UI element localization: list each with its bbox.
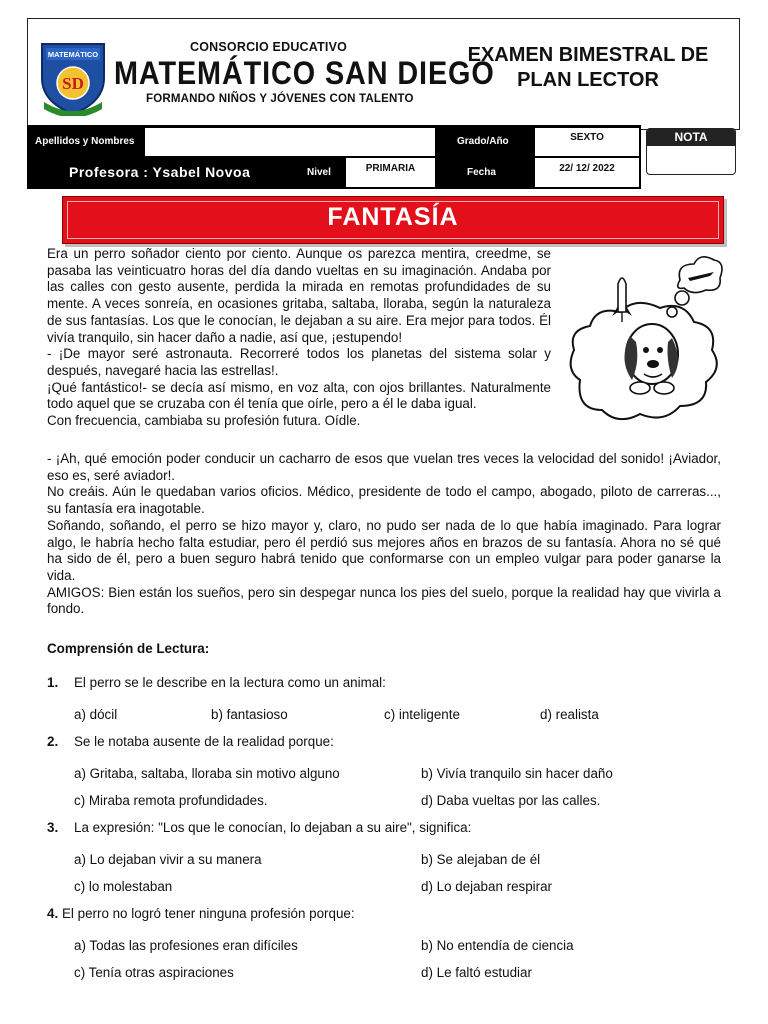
exam-title — [440, 43, 736, 93]
apellidos-field[interactable] — [145, 128, 435, 156]
grado-field[interactable]: SEXTO — [535, 128, 639, 156]
nivel-label: Nivel — [307, 166, 331, 178]
story-text-top — [47, 246, 551, 430]
fecha-label: Fecha — [467, 166, 496, 178]
story-paragraph: No creáis. Aún le quedaban varios oficios. Médico, presidente de todo el campo, abogado, piloto de carreras..., su fantasía era inagotable. — [47, 484, 721, 517]
answer-option[interactable]: b) fantasioso — [211, 707, 288, 722]
exam-title-line2: PLAN LECTOR — [517, 69, 659, 91]
story-text-bottom — [47, 451, 721, 618]
school-name: MATEMÁTICO SAN DIEGO — [114, 55, 495, 91]
question-text: La expresión: "Los que le conocían, lo dejaban a su aire", significa: — [74, 820, 472, 835]
answer-option[interactable]: d) Lo dejaban respirar — [421, 879, 553, 894]
answer-option[interactable]: d) Le faltó estudiar — [421, 965, 532, 980]
answer-option[interactable]: c) lo molestaban — [74, 879, 173, 894]
question-text: Se le notaba ausente de la realidad porque: — [74, 734, 334, 749]
story-paragraph: ¡Qué fantástico!- se decía así mismo, en voz alta, con ojos brillantes. Naturalmente todo aquel que se cruzaba con él tenía que oírle, pero a él le daba igual. — [47, 379, 551, 412]
answer-option[interactable]: a) Todas las profesiones eran difíciles — [74, 938, 298, 953]
apellidos-label: Apellidos y Nombres — [35, 136, 135, 147]
nivel-field[interactable]: PRIMARIA — [346, 158, 435, 187]
answer-option[interactable]: a) Lo dejaban vivir a su manera — [74, 852, 262, 867]
answer-option[interactable]: a) dócil — [74, 707, 118, 722]
answer-option[interactable]: b) Vivía tranquilo sin hacer daño — [421, 766, 613, 781]
answer-option[interactable]: c) Tenía otras aspiraciones — [74, 965, 234, 980]
question-number: 3. — [47, 820, 59, 835]
title-banner — [62, 196, 724, 244]
story-paragraph: Soñando, soñando, el perro se hizo mayor y, claro, no pudo ser nada de lo que había imaginado. Para lograr algo, le habría hecho falta estudiar, pero él perdió sus mejores años en brazos de su fantasía. Ahora no sé qué ha sido de él, pero a buen seguro habrá tenido que conformarse con un empleo vulgar para poder ganarse la vida. — [47, 517, 721, 583]
school-slogan: FORMANDO NIÑOS Y JÓVENES CON TALENTO — [146, 93, 414, 105]
answer-option[interactable]: a) Gritaba, saltaba, lloraba sin motivo alguno — [74, 766, 340, 781]
story-paragraph: - ¡De mayor seré astronauta. Recorreré todos los planetas del sistema solar y después, navegaré hacia las estrellas!. — [47, 346, 551, 378]
dreaming-dog-illustration — [560, 250, 726, 448]
svg-text:SD: SD — [62, 74, 84, 93]
answer-option[interactable]: d) realista — [540, 707, 599, 722]
teacher-name: Profesora : Ysabel Novoa — [69, 164, 251, 180]
story-title: FANTASÍA — [327, 203, 459, 231]
consortium-name: CONSORCIO EDUCATIVO — [190, 40, 348, 54]
question-number: 2. — [47, 734, 59, 749]
story-paragraph: Era un perro soñador ciento por ciento. Aunque os parezca mentira, creedme, se pasaba las veinticuatro horas del día dando vueltas en su imaginación. Andaba por las calles con gesto ausente, perdida la mirada en remotas profundidades de su mente. A veces sonreía, en ocasiones gritaba, saltaba, lloraba, según la naturaleza de sus fantasías. Los que le conocían, le dejaban a su aire. Era mejor para todos. Él vivía tranquilo, sin hacer daño a nadie, así que, ¡estupendo! — [47, 246, 551, 345]
answer-option[interactable]: c) Miraba remota profundidades. — [74, 793, 268, 808]
student-info-table — [27, 125, 641, 189]
answer-option[interactable]: c) inteligente — [384, 707, 460, 722]
answer-option[interactable]: b) No entendía de ciencia — [421, 938, 574, 953]
school-logo-shield-icon — [38, 36, 108, 116]
question-number: 1. — [47, 675, 59, 690]
story-paragraph: AMIGOS: Bien están los sueños, pero sin despegar nunca los pies del suelo, porque la realidad hay que vivirla a fondo. — [47, 584, 721, 617]
question-text: El perro no logró tener ninguna profesión porque: — [62, 906, 355, 921]
grade-box[interactable] — [646, 128, 736, 175]
answer-option[interactable]: b) Se alejaban de él — [421, 852, 541, 867]
exam-title-line1: EXAMEN BIMESTRAL DE — [467, 44, 709, 66]
fecha-field[interactable]: 22/ 12/ 2022 — [535, 158, 639, 187]
svg-text:MATEMÁTICO: MATEMÁTICO — [47, 50, 99, 59]
comprehension-heading: Comprensión de Lectura: — [47, 641, 210, 656]
question-number: 4. — [47, 906, 59, 921]
grado-label: Grado/Año — [457, 136, 509, 147]
story-paragraph: Con frecuencia, cambiaba su profesión futura. Oídle. — [47, 413, 361, 429]
answer-option[interactable]: d) Daba vueltas por las calles. — [421, 793, 601, 808]
nota-label: NOTA — [647, 129, 735, 146]
question-text: El perro se le describe en la lectura como un animal: — [74, 675, 386, 690]
story-paragraph: - ¡Ah, qué emoción poder conducir un cacharro de esos que vuelan tres veces la velocidad del sonido! ¡Aviador, eso es, seré aviador!. — [47, 451, 721, 483]
